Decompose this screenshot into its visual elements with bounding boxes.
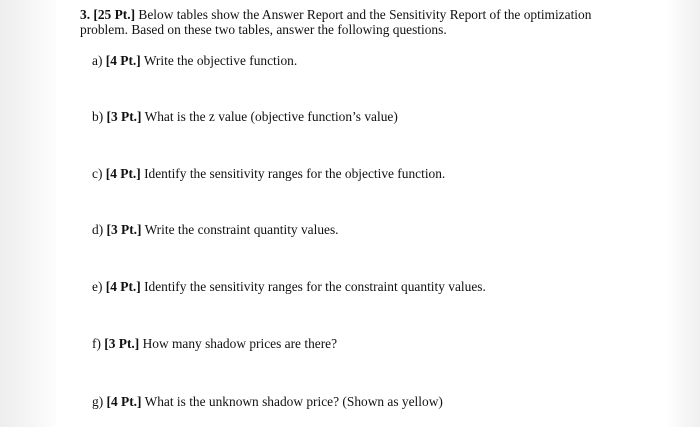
part-points: [4 Pt.]: [106, 394, 142, 409]
question-intro-text: Below tables show the Answer Report and the Sensitivity Report of the optimization: [138, 7, 592, 22]
part-points: [4 Pt.]: [105, 279, 141, 294]
part-points: [3 Pt.]: [106, 222, 142, 237]
question-intro-line-2: problem. Based on these two tables, answer the following questions.: [80, 22, 447, 37]
part-c: [92, 166, 445, 182]
part-points: [3 Pt.]: [106, 109, 142, 124]
part-label: g): [92, 394, 104, 409]
part-text: Identify the sensitivity ranges for the objective function.: [144, 166, 446, 181]
part-d: [92, 222, 339, 238]
part-label: d): [92, 222, 104, 237]
part-points: [4 Pt.]: [105, 53, 141, 68]
part-f: [92, 336, 337, 352]
part-label: b): [92, 109, 104, 124]
right-margin-shadow: [666, 0, 700, 427]
left-margin-shadow: [0, 0, 56, 427]
part-text: Identify the sensitivity ranges for the constraint quantity values.: [144, 279, 486, 294]
part-text: What is the unknown shadow price? (Shown as yellow): [144, 394, 443, 409]
part-label: f): [92, 336, 101, 351]
part-text: How many shadow prices are there?: [142, 336, 338, 351]
part-text: Write the constraint quantity values.: [144, 222, 339, 237]
part-text: Write the objective function.: [143, 53, 298, 68]
part-label: a): [92, 53, 103, 68]
part-points: [3 Pt.]: [104, 336, 140, 351]
question-points: [25 Pt.]: [93, 7, 136, 22]
part-b: [92, 109, 398, 125]
part-label: c): [92, 166, 103, 181]
part-points: [4 Pt.]: [105, 166, 141, 181]
question-number: 3.: [80, 7, 91, 22]
part-label: e): [92, 279, 103, 294]
part-text: What is the z value (objective function’s value): [144, 109, 398, 124]
part-a: [92, 53, 297, 69]
part-e: [92, 279, 486, 295]
part-g: [92, 394, 443, 410]
question-intro-line-1: [80, 7, 591, 23]
